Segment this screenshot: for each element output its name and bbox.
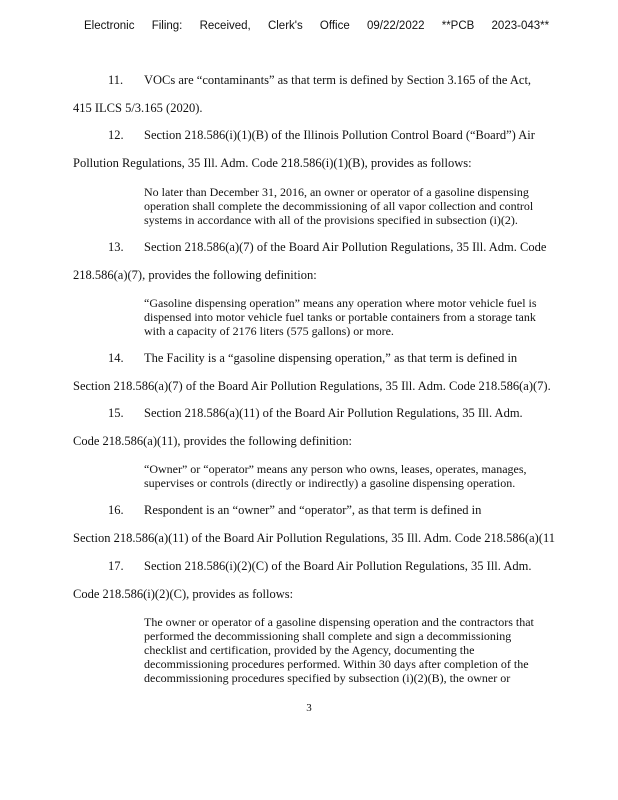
paragraph-first-line: [108, 240, 546, 254]
quote-line: “Gasoline dispensing operation” means any operation where motor vehicle fuel is: [144, 296, 537, 310]
quote-line: No later than December 31, 2016, an owner or operator of a gasoline dispensing: [144, 185, 529, 199]
paragraph-text: Section 218.586(a)(7) of the Board Air Pollution Regulations, 35 Ill. Adm. Code: [144, 240, 547, 254]
paragraph-text: VOCs are “contaminants” as that term is defined by Section 3.165 of the Act,: [144, 73, 532, 87]
paragraph-number: 15.: [108, 406, 124, 420]
paragraph-continuation: 415 ILCS 5/3.165 (2020).: [73, 101, 203, 115]
header-word: Clerk's: [267, 20, 303, 32]
filing-header: [84, 20, 563, 32]
paragraph-text: Section 218.586(a)(11) of the Board Air Pollution Regulations, 35 Ill. Adm.: [144, 406, 523, 420]
quote-line: checklist and certification, provided by the Agency, documenting the: [144, 643, 475, 657]
paragraph-text: The Facility is a “gasoline dispensing operation,” as that term is defined in: [144, 351, 518, 365]
block-quote: [144, 615, 590, 685]
paragraph-text: Section 218.586(i)(1)(B) of the Illinois Pollution Control Board (“Board”) Air: [144, 128, 535, 142]
paragraph-first-line: [108, 503, 481, 517]
quote-line: decommissioning procedures specified by subsection (i)(2)(B), the owner or: [144, 671, 511, 685]
paragraph-number: 16.: [108, 503, 124, 517]
header-word: **PCB: [441, 20, 475, 32]
quote-line: “Owner” or “operator” means any person who owns, leases, operates, manages,: [144, 462, 527, 476]
paragraph-first-line: [108, 559, 531, 573]
paragraph-number: 12.: [108, 128, 124, 142]
quote-line: with a capacity of 2176 liters (575 gallons) or more.: [144, 324, 394, 338]
header-date: 09/22/2022: [366, 20, 425, 32]
quote-line: The owner or operator of a gasoline dispensing operation and the contractors that: [144, 615, 534, 629]
header-word: Filing:: [151, 20, 183, 32]
header-word: Received,: [199, 20, 251, 32]
header-word: Office: [319, 20, 350, 32]
quote-line: systems in accordance with all of the provisions specified in subsection (i)(2).: [144, 213, 518, 227]
quote-line: decommissioning procedures performed. Within 30 days after completion of the: [144, 657, 529, 671]
paragraph-first-line: [108, 73, 531, 87]
block-quote: [144, 462, 590, 490]
quote-line: dispensed into motor vehicle fuel tanks or portable containers from a storage tank: [144, 310, 536, 324]
paragraph-number: 17.: [108, 559, 124, 573]
header-word: Electronic: [84, 20, 135, 32]
paragraph-text: Section 218.586(i)(2)(C) of the Board Air Pollution Regulations, 35 Ill. Adm.: [144, 559, 532, 573]
quote-line: supervises or controls (directly or indirectly) a gasoline dispensing operation.: [144, 476, 516, 490]
paragraph-continuation: Section 218.586(a)(7) of the Board Air Pollution Regulations, 35 Ill. Adm. Code 218.586(a)(7).: [73, 379, 551, 393]
paragraph-first-line: [108, 128, 535, 142]
paragraph-continuation: Section 218.586(a)(11) of the Board Air Pollution Regulations, 35 Ill. Adm. Code 218.586(a)(11: [73, 531, 555, 545]
header-case-number: 2023-043**: [491, 20, 550, 32]
paragraph-continuation: Code 218.586(i)(2)(C), provides as follows:: [73, 587, 294, 601]
paragraph-first-line: [108, 351, 517, 365]
block-quote: [144, 185, 590, 227]
paragraph-number: 11.: [108, 73, 124, 87]
paragraph-first-line: [108, 406, 523, 420]
paragraph-text: Respondent is an “owner” and “operator”, as that term is defined in: [144, 503, 482, 517]
paragraph-continuation: Code 218.586(a)(11), provides the following definition:: [73, 434, 352, 448]
paragraph-continuation: Pollution Regulations, 35 Ill. Adm. Code 218.586(i)(1)(B), provides as follows:: [73, 156, 472, 170]
paragraph-number: 13.: [108, 240, 124, 254]
quote-line: operation shall complete the decommissioning of all vapor collection and control: [144, 199, 534, 213]
quote-line: performed the decommissioning shall complete and sign a decommissioning: [144, 629, 512, 643]
paragraph-continuation: 218.586(a)(7), provides the following definition:: [73, 268, 317, 282]
paragraph-number: 14.: [108, 351, 124, 365]
page-number: 3: [306, 702, 312, 714]
block-quote: [144, 296, 590, 338]
